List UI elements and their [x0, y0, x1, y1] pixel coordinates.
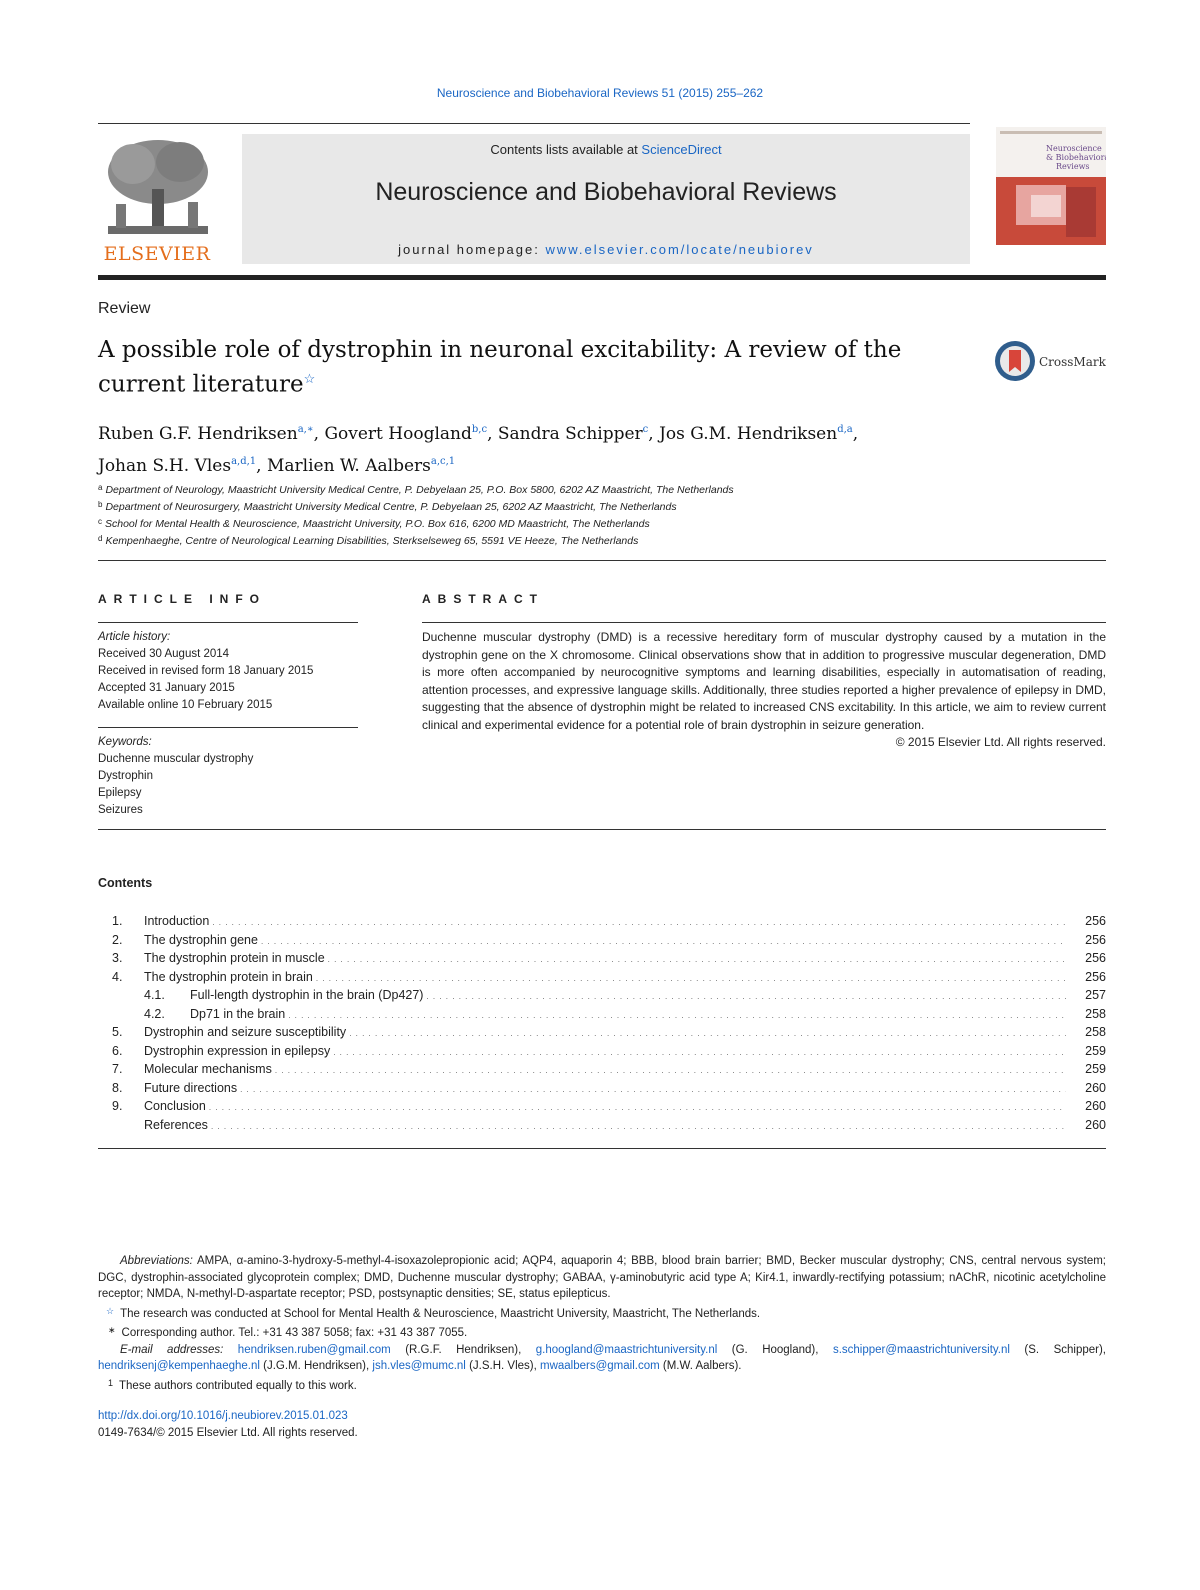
author-name: Sandra Schipper	[497, 424, 643, 444]
rule-after-contents	[98, 1148, 1106, 1149]
history-label: Article history:	[98, 631, 171, 643]
toc-leader-dots	[333, 1042, 1066, 1063]
toc-label[interactable]: The dystrophin protein in muscle	[144, 951, 325, 965]
affiliation-text: Department of Neurosurgery, Maastricht University Medical Centre, P. Debyelaan 25, 6202 AZ Maastricht, The Netherlands	[105, 501, 677, 513]
email-link[interactable]: jsh.vles@mumc.nl	[372, 1360, 466, 1372]
toc-number: 4.2.	[144, 1006, 165, 1021]
author-affiliation-mark[interactable]: a,c,1	[430, 456, 456, 467]
toc-number: 6.	[112, 1043, 123, 1058]
history-item: Available online 10 February 2015	[98, 699, 273, 711]
author-separator: ,	[648, 424, 660, 444]
contents-title: Contents	[98, 876, 153, 890]
affiliation-key: b	[98, 500, 103, 509]
toc-page-number: 260	[1085, 1117, 1106, 1132]
toc-label[interactable]: Future directions	[144, 1080, 238, 1095]
author-affiliation-mark[interactable]: d,a	[837, 424, 853, 435]
toc-label[interactable]: Dystrophin and seizure susceptibility	[144, 1025, 347, 1039]
corresponding-text: Corresponding author. Tel.: +31 43 387 5058; fax: +31 43 387 7055.	[121, 1327, 468, 1339]
doi-block	[98, 1408, 358, 1442]
history-item: Accepted 31 January 2015	[98, 682, 235, 694]
affiliation-text: Kempenhaeghe, Centre of Neurological Learning Disabilities, Sterkselseweg 65, 5591 VE Heeze, The Netherlands	[105, 535, 639, 547]
toc-entry[interactable]	[98, 949, 1106, 968]
toc-leader-dots	[240, 1079, 1066, 1100]
affiliation-text: School for Mental Health & Neuroscience, Maastricht University, P.O. Box 616, 6200 MD Maastricht, The Netherlands	[105, 518, 650, 530]
header-rule-bottom	[98, 275, 1106, 280]
equal-contribution-note	[98, 1375, 1106, 1395]
history-list	[98, 646, 358, 714]
affiliation-text: Department of Neurology, Maastricht University Medical Centre, P. Debyelaan 25, P.O. Box 5800, 6202 AZ Maastricht, The Netherlands	[105, 484, 734, 496]
equal-contribution-mark: 1	[108, 1377, 114, 1388]
author-affiliation-mark[interactable]: b,c	[471, 424, 488, 435]
author-name: Jos G.M. Hendriksen	[659, 424, 838, 444]
star-footnote	[98, 1303, 1106, 1323]
affiliation-b	[98, 496, 1098, 513]
toc-leader-dots	[349, 1023, 1066, 1044]
elsevier-wordmark: ELSEVIER	[103, 243, 211, 265]
toc-label[interactable]: The dystrophin protein in brain	[144, 969, 313, 984]
rule-after-affiliations	[98, 560, 1106, 561]
toc-number: 1.	[112, 914, 123, 928]
email-owner: (J.S.H. Vles),	[465, 1360, 540, 1372]
toc-number: 8.	[112, 1080, 123, 1095]
homepage-prefix: journal homepage:	[398, 242, 546, 257]
toc-page-number: 258	[1085, 1025, 1106, 1039]
abstract-rule	[422, 622, 1106, 623]
toc-leader-dots	[212, 912, 1066, 933]
email-link[interactable]: mwaalbers@gmail.com	[540, 1360, 660, 1372]
author-affiliation-mark[interactable]: a,∗	[297, 424, 314, 435]
author-separator: ,	[313, 424, 325, 444]
abstract-heading: ABSTRACT	[422, 592, 544, 606]
journal-homepage-line	[242, 242, 970, 257]
toc-label[interactable]: Full-length dystrophin in the brain (Dp427)	[190, 988, 424, 1002]
cover-title-line: Neuroscience	[1046, 144, 1102, 153]
author-name: Marlien W. Aalbers	[266, 456, 431, 476]
toc-number: 4.	[112, 969, 123, 984]
email-owner: (G. Hoogland),	[717, 1343, 833, 1356]
toc-label[interactable]: The dystrophin gene	[144, 932, 258, 947]
affiliation-a	[98, 479, 1098, 496]
toc-number: 5.	[112, 1025, 123, 1039]
journal-citation[interactable]: Neuroscience and Biobehavioral Reviews 51 (2015) 255–262	[436, 86, 764, 100]
star-footnote-mark: ☆	[106, 1305, 115, 1316]
toc-leader-dots	[275, 1060, 1066, 1081]
toc-label[interactable]: Molecular mechanisms	[144, 1062, 272, 1076]
author-list	[98, 416, 998, 480]
corresponding-mark: ∗	[108, 1325, 116, 1335]
title-footnote-mark[interactable]: ☆	[303, 372, 316, 387]
toc-page-number: 256	[1085, 951, 1106, 965]
affiliation-key: a	[98, 483, 103, 492]
toc-entry[interactable]	[98, 1060, 1106, 1079]
crossmark-badge[interactable]	[993, 338, 1108, 384]
affiliation-c	[98, 513, 1098, 530]
keywords-rule	[98, 727, 358, 728]
email-link[interactable]: hendriksen.ruben@gmail.com	[237, 1343, 391, 1356]
author-separator: ,	[256, 456, 267, 476]
toc-label[interactable]: Dp71 in the brain	[190, 1006, 286, 1021]
article-title-text: A possible role of dystrophin in neuronal excitability: A review of the current literature	[98, 337, 902, 398]
contents-available-line	[242, 142, 970, 157]
toc-page-number: 258	[1085, 1006, 1106, 1021]
keyword-item: Epilepsy	[98, 787, 142, 799]
email-owner: (M.W. Aalbers).	[659, 1360, 742, 1372]
issn-line: 0149-7634/© 2015 Elsevier Ltd. All rights reserved.	[98, 1427, 358, 1439]
toc-leader-dots	[211, 1116, 1066, 1137]
toc-page-number: 256	[1085, 969, 1106, 984]
toc-label[interactable]: Conclusion	[144, 1099, 206, 1113]
toc-number: 9.	[112, 1099, 123, 1113]
toc-leader-dots	[288, 1005, 1066, 1026]
keywords-block	[98, 734, 358, 819]
article-info-rule	[98, 622, 358, 623]
toc-label[interactable]: References	[144, 1117, 208, 1132]
author-affiliation-mark[interactable]: a,d,1	[231, 456, 257, 467]
star-footnote-text: The research was conducted at School for Mental Health & Neuroscience, Maastricht University, Maastricht, The Netherlands.	[120, 1307, 761, 1320]
equal-contribution-text: These authors contributed equally to this work.	[119, 1379, 357, 1392]
doi-link[interactable]: http://dx.doi.org/10.1016/j.neubiorev.2015.01.023	[98, 1410, 348, 1422]
toc-entry[interactable]	[98, 1097, 1106, 1116]
author-separator: ,	[487, 424, 498, 444]
keywords-label: Keywords:	[98, 736, 152, 748]
keywords-list	[98, 751, 358, 819]
toc-leader-dots	[209, 1097, 1066, 1118]
toc-page-number: 256	[1085, 932, 1106, 947]
email-link[interactable]: s.schipper@maastrichtuniversity.nl	[832, 1343, 1010, 1356]
toc-page-number: 259	[1085, 1062, 1106, 1076]
toc-page-number: 259	[1085, 1043, 1106, 1058]
toc-page-number: 257	[1085, 988, 1106, 1002]
corresponding-author-note	[98, 1322, 1106, 1342]
svg-text:& Biobehavioral: & Biobehavioral	[1046, 153, 1106, 162]
article-history	[98, 629, 358, 714]
rule-after-abstract	[98, 829, 1106, 830]
toc-page-number: 260	[1085, 1080, 1106, 1095]
keyword-item: Seizures	[98, 804, 143, 816]
author-separator: ,	[852, 424, 859, 444]
toc-entry[interactable]	[98, 931, 1106, 950]
abbreviations-text: AMPA, α-amino-3-hydroxy-5-methyl-4-isoxazolepropionic acid; AQP4, aquaporin 4; BBB, blood brain barrier; BMD, Becker muscular dystrophy; CNS, central nervous system; DGC, dystrophin-associated glycoprotein complex; DMD, Duchenne muscular dystrophy; GABAA, γ-aminobutyric acid type A; Kir4.1, inwardly-rectifying potassium; nAChR, nicotinic acetylcholine receptor; NMDA, N-methyl-D-aspartate receptor; PSD, postsynaptic densities; SE, status epilepticus.	[98, 1255, 1106, 1300]
affiliation-key: c	[98, 517, 102, 526]
article-title	[98, 335, 978, 400]
author-name: Ruben G.F. Hendriksen	[98, 424, 298, 444]
toc-number: 4.1.	[144, 988, 165, 1002]
toc-leader-dots	[426, 986, 1066, 1007]
abbreviations-label: Abbreviations:	[120, 1255, 193, 1267]
abstract-text: Duchenne muscular dystrophy (DMD) is a recessive hereditary form of muscular dystrophy caused by a mutation in the dystrophin gene on the X chromosome. Clinical observations show that in addition to progressive muscular degeneration, DMD is more often accompanied by neurocognitive symptoms and learning disabilities, especially in automatisation of reading, attention processes, and expressive language skills. Additionally, three studies reported a higher prevalence of epilepsy in DMD, suggesting that the absence of dystrophin might be related to increased CNS excitability. In this article, we aim to review current clinical and experimental evidence for a potential role of brain dystrophin in seizure generation.	[422, 630, 1106, 732]
header-rule-top	[98, 123, 970, 124]
toc-page-number: 260	[1085, 1099, 1106, 1113]
toc-page-number: 256	[1085, 914, 1106, 928]
author-affiliation-mark[interactable]: c	[642, 424, 649, 435]
toc-entry[interactable]	[98, 912, 1106, 931]
article-type: Review	[98, 300, 151, 317]
crossmark-label: CrossMark	[1039, 355, 1106, 369]
email-link[interactable]: g.hoogland@maastrichtuniversity.nl	[535, 1343, 718, 1356]
toc-entry[interactable]	[98, 1023, 1106, 1042]
email-link[interactable]: hendriksenj@kempenhaeghe.nl	[98, 1360, 260, 1372]
email-owner: (J.G.M. Hendriksen),	[259, 1360, 373, 1372]
toc-entry[interactable]	[98, 1079, 1106, 1098]
keyword-item: Duchenne muscular dystrophy	[98, 753, 254, 765]
toc-leader-dots	[261, 931, 1066, 952]
toc-number: 2.	[112, 932, 123, 947]
journal-name: Neuroscience and Biobehavioral Reviews	[375, 178, 837, 206]
affiliation-d	[98, 530, 1098, 547]
history-item: Received 30 August 2014	[98, 648, 230, 660]
email-owner: (S. Schipper),	[1009, 1343, 1106, 1356]
affiliation-key: d	[98, 534, 103, 543]
toc-entry[interactable]	[98, 986, 1106, 1005]
email-owner: (R.G.F. Hendriksen),	[390, 1343, 536, 1356]
contents-prefix: Contents lists available at	[490, 142, 642, 157]
author-name: Govert Hoogland	[324, 424, 472, 444]
toc-number: 7.	[112, 1062, 123, 1076]
keyword-item: Dystrophin	[98, 770, 153, 782]
journal-cover-image	[996, 127, 1106, 262]
journal-banner	[242, 134, 970, 264]
footnotes	[98, 1253, 1106, 1394]
toc-leader-dots	[328, 949, 1066, 970]
abstract-body	[422, 629, 1106, 752]
email-addresses-note	[98, 1342, 1106, 1375]
affiliation-list	[98, 479, 1098, 547]
toc-entry[interactable]	[98, 1116, 1106, 1135]
abbreviations-note	[98, 1253, 1106, 1303]
toc-entry[interactable]	[98, 968, 1106, 987]
toc-entry[interactable]	[98, 1005, 1106, 1024]
toc-label[interactable]: Dystrophin expression in epilepsy	[144, 1043, 331, 1058]
history-item: Received in revised form 18 January 2015	[98, 665, 314, 677]
toc-label[interactable]: Introduction	[144, 914, 210, 928]
author-name: Johan S.H. Vles	[98, 456, 232, 476]
sciencedirect-link[interactable]: ScienceDirect	[641, 142, 722, 157]
article-info-heading: ARTICLE INFO	[98, 592, 266, 606]
svg-text:Reviews: Reviews	[1056, 162, 1090, 171]
table-of-contents	[98, 912, 1106, 1134]
toc-number: 3.	[112, 951, 123, 965]
journal-homepage-link[interactable]: www.elsevier.com/locate/neubiorev	[545, 242, 814, 257]
toc-leader-dots	[316, 968, 1066, 989]
toc-entry[interactable]	[98, 1042, 1106, 1061]
email-label: E-mail addresses:	[120, 1343, 224, 1356]
abstract-copyright: © 2015 Elsevier Ltd. All rights reserved.	[895, 735, 1106, 749]
